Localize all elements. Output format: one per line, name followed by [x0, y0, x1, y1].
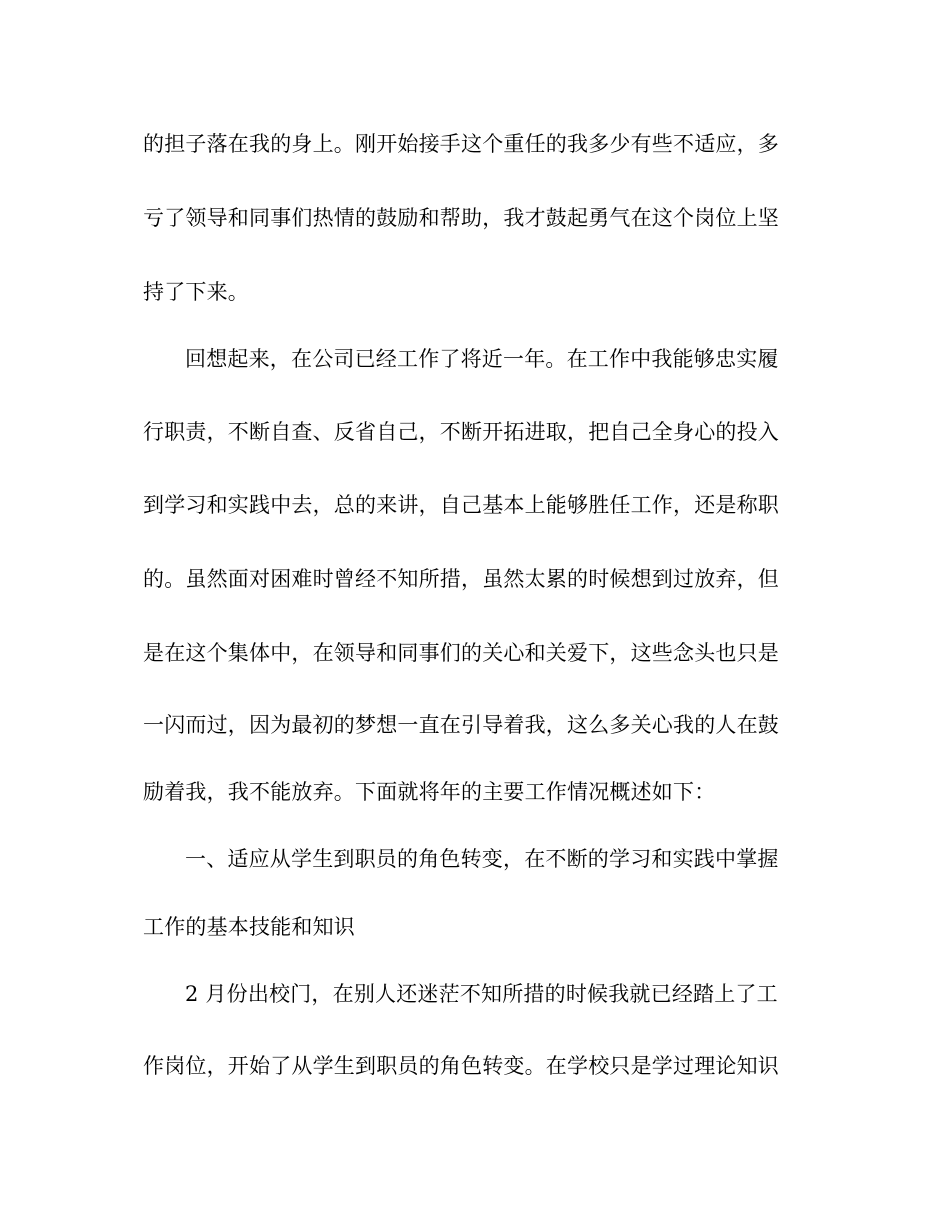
body-text-line: 亏了领导和同事们热情的鼓励和帮助，我才鼓起勇气在这个岗位上坚	[143, 206, 779, 230]
section-heading-line: 一、适应从学生到职员的角色转变，在不断的学习和实践中掌握	[185, 847, 779, 871]
body-text-line: 行职责，不断自查、反省自己，不断开拓进取，把自己全身心的投入	[143, 420, 779, 444]
body-text-line: 的担子落在我的身上。刚开始接手这个重任的我多少有些不适应，多	[143, 132, 779, 156]
body-text-line: 是在这个集体中，在领导和同事们的关心和关爱下，这些念头也只是	[143, 641, 779, 665]
body-text-line: 一闪而过，因为最初的梦想一直在引导着我，这么多关心我的人在鼓	[143, 713, 779, 737]
body-text-line: 的。虽然面对困难时曾经不知所措，虽然太累的时候想到过放弃，但	[143, 567, 779, 591]
body-text-line: 作岗位，开始了从学生到职员的角色转变。在学校只是学过理论知识	[143, 1054, 779, 1078]
section-heading-line: 工作的基本技能和知识	[143, 915, 355, 939]
paragraph-first-line: 2 月份出校门，在别人还迷茫不知所措的时候我就已经踏上了工	[185, 982, 778, 1006]
body-text-line: 到学习和实践中去，总的来讲，自己基本上能够胜任工作，还是称职	[143, 493, 779, 517]
body-text-line: 持了下来。	[143, 280, 249, 304]
body-text-line: 励着我，我不能放弃。下面就将年的主要工作情况概述如下：	[143, 780, 716, 804]
paragraph-first-line: 回想起来，在公司已经工作了将近一年。在工作中我能够忠实履	[185, 347, 779, 371]
